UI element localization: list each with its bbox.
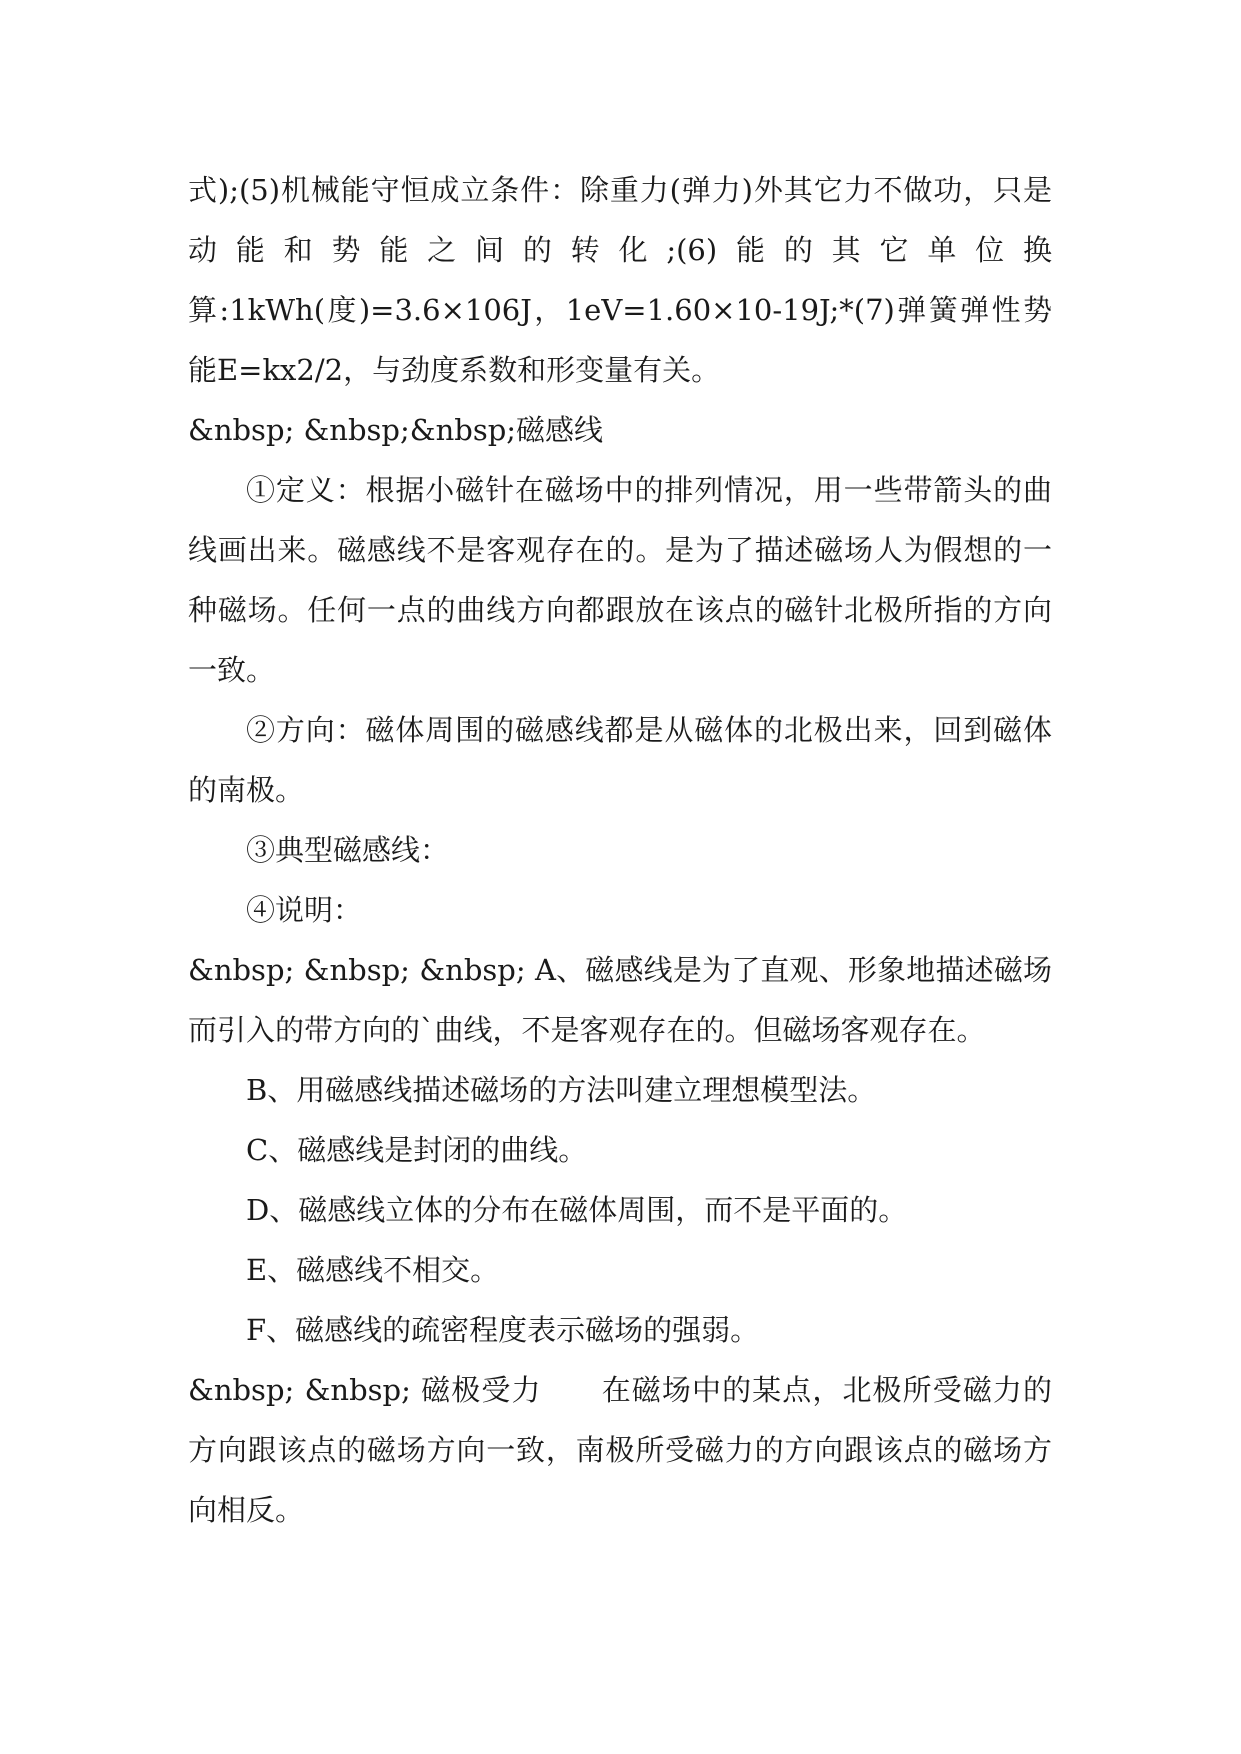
paragraph-mechanical-energy: 式);(5)机械能守恒成立条件：除重力(弹力)外其它力不做功，只是动能和势能之间的转化;(6)能的其它单位换算:1kWh(度)=3.6×106J，1eV=1.60×10-19J;*(7)弹簧弹性势能E=kx2/2，与劲度系数和形变量有关。 bbox=[188, 173, 1052, 387]
paragraph-note-f: F、磁感线的疏密程度表示磁场的强弱。 bbox=[246, 1313, 760, 1347]
paragraph-note-d: D、磁感线立体的分布在磁体周围，而不是平面的。 bbox=[246, 1193, 908, 1227]
document-page bbox=[188, 160, 1052, 1540]
heading-magnetic-field-lines: &nbsp; &nbsp;&nbsp;磁感线 bbox=[188, 413, 604, 447]
paragraph-typical-lines: ③典型磁感线： bbox=[246, 833, 450, 867]
paragraph-note-c: C、磁感线是封闭的曲线。 bbox=[246, 1133, 588, 1167]
paragraph-definition: ①定义：根据小磁针在磁场中的排列情况，用一些带箭头的曲线画出来。磁感线不是客观存在的。是为了描述磁场人为假想的一种磁场。任何一点的曲线方向都跟放在该点的磁针北极所指的方向一致。 bbox=[188, 473, 1052, 687]
paragraph-pole-force: &nbsp; &nbsp; 磁极受力 在磁场中的某点，北极所受磁力的方向跟该点的磁场方向一致，南极所受磁力的方向跟该点的磁场方向相反。 bbox=[188, 1373, 1052, 1527]
paragraph-note-e: E、磁感线不相交。 bbox=[246, 1253, 500, 1287]
paragraph-note-a: &nbsp; &nbsp; &nbsp; A、磁感线是为了直观、形象地描述磁场而引入的带方向的`曲线，不是客观存在的。但磁场客观存在。 bbox=[188, 953, 1052, 1047]
paragraph-explanation: ④说明： bbox=[246, 893, 363, 927]
paragraph-direction: ②方向：磁体周围的磁感线都是从磁体的北极出来，回到磁体的南极。 bbox=[188, 713, 1052, 807]
paragraph-note-b: B、用磁感线描述磁场的方法叫建立理想模型法。 bbox=[246, 1073, 877, 1107]
